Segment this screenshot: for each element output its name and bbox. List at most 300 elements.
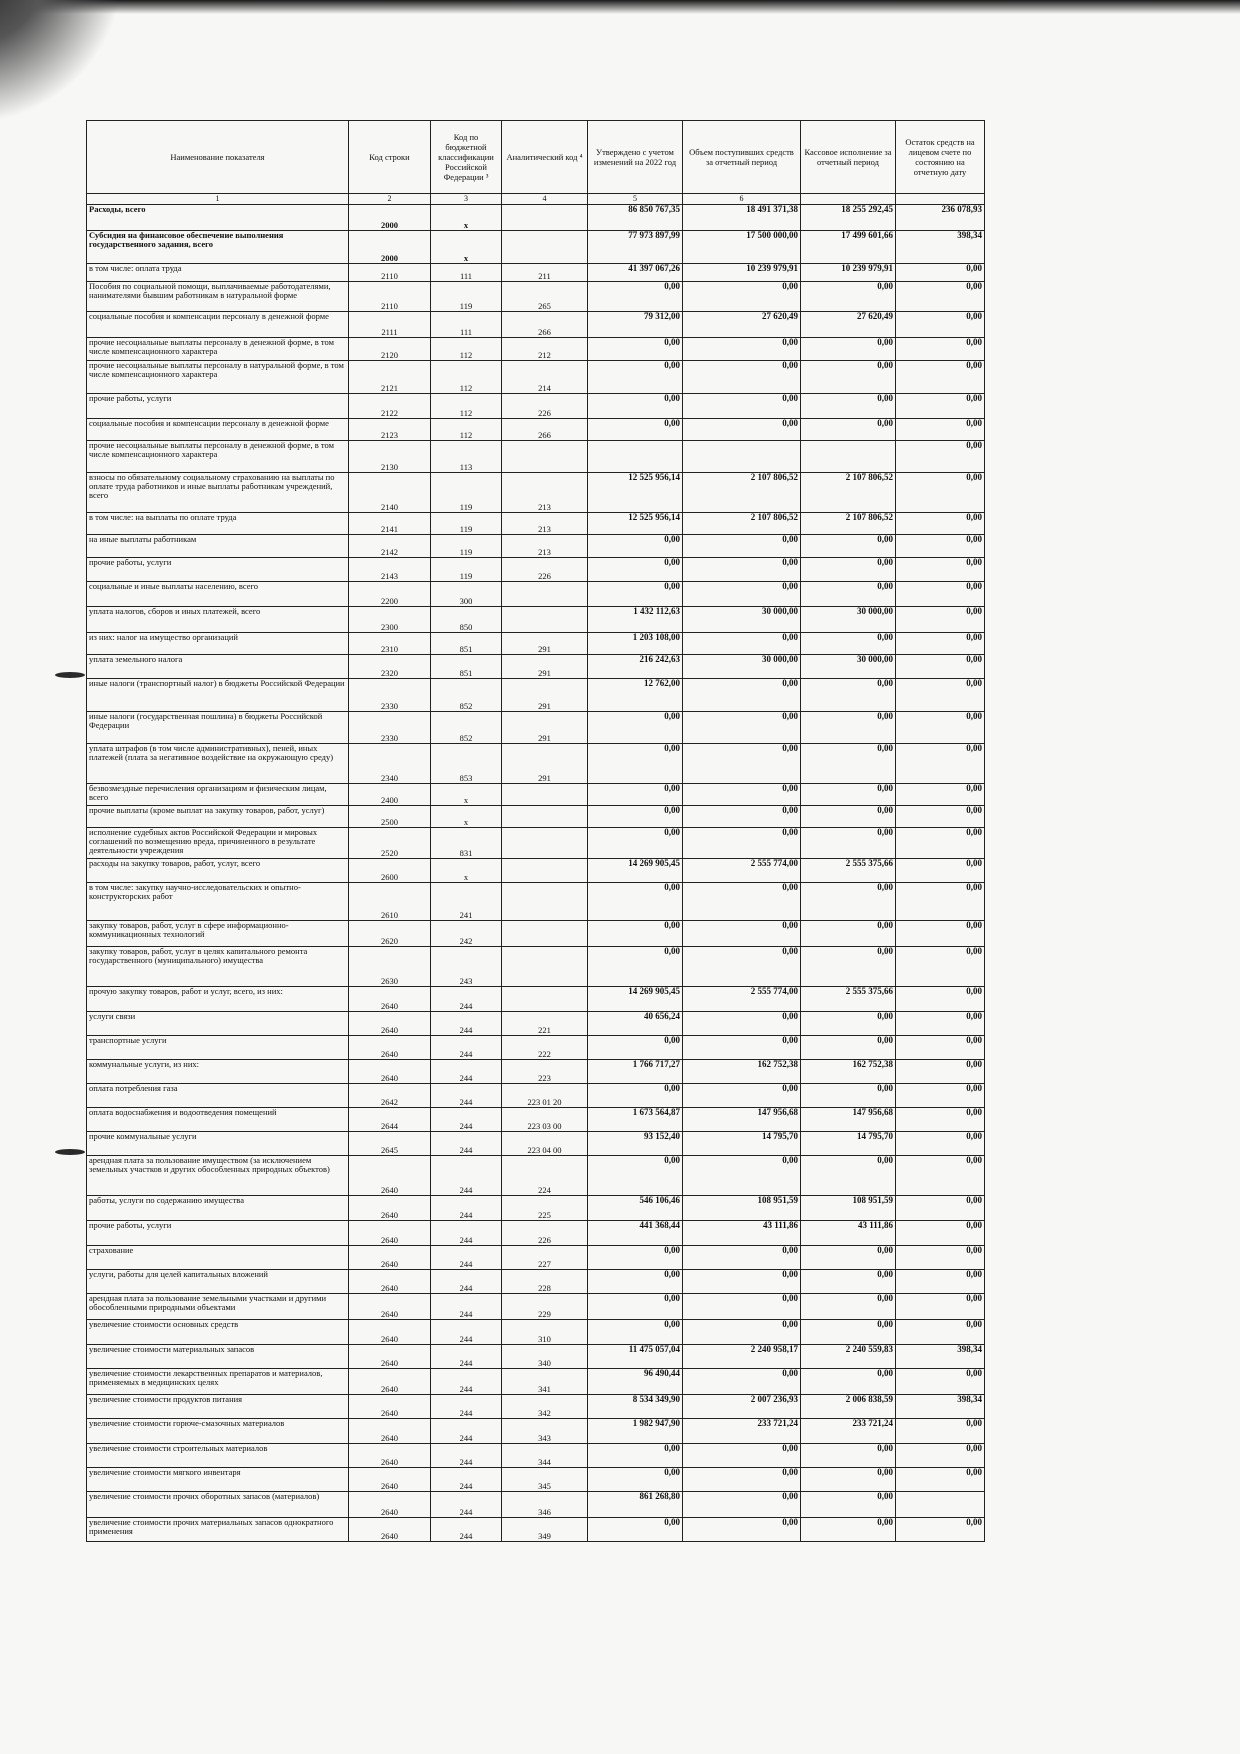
cash-execution-value-cell: 18 255 292,45: [801, 205, 896, 231]
analytic-code-cell: 341: [502, 1369, 588, 1395]
header-cash-execution: Кассовое исполнение за отчетный период: [801, 121, 896, 194]
cash-execution-value-cell: 30 000,00: [801, 655, 896, 679]
received-value-cell: 0,00: [683, 1369, 801, 1395]
analytic-code-cell: 223 01 20: [502, 1084, 588, 1108]
cash-execution-value-cell: 0,00: [801, 1294, 896, 1320]
table-row: [87, 394, 985, 419]
balance-value-cell: 0,00: [896, 1270, 985, 1294]
received-value-cell: 0,00: [683, 784, 801, 806]
received-value-cell: 0,00: [683, 1084, 801, 1108]
received-value-cell: [683, 441, 801, 473]
budget-code-cell: 244: [431, 1132, 502, 1156]
indicator-name-cell: безвозмездные перечисления организациям и физическим лицам, всего: [87, 784, 349, 806]
budget-code-cell: 831: [431, 828, 502, 859]
balance-value-cell: 0,00: [896, 883, 985, 921]
balance-value-cell: 0,00: [896, 1294, 985, 1320]
budget-code-cell: 244: [431, 1084, 502, 1108]
cash-execution-value-cell: 2 107 806,52: [801, 513, 896, 535]
line-code-cell: 2645: [349, 1132, 431, 1156]
line-code-cell: 2640: [349, 1294, 431, 1320]
budget-code-cell: 244: [431, 1345, 502, 1369]
budget-code-cell: 244: [431, 1060, 502, 1084]
cash-execution-value-cell: 27 620,49: [801, 312, 896, 338]
approved-value-cell: 0,00: [588, 1246, 683, 1270]
received-value-cell: 2 107 806,52: [683, 473, 801, 513]
balance-value-cell: 0,00: [896, 1419, 985, 1444]
budget-code-cell: 852: [431, 712, 502, 744]
approved-value-cell: 0,00: [588, 582, 683, 607]
approved-value-cell: 0,00: [588, 1270, 683, 1294]
cash-execution-value-cell: 2 555 375,66: [801, 859, 896, 883]
analytic-code-cell: 213: [502, 535, 588, 558]
cash-execution-value-cell: 0,00: [801, 1492, 896, 1518]
header-budget-code: Код по бюджетной классификации Российской Федерации ³: [431, 121, 502, 194]
table-row: [87, 282, 985, 312]
indicator-name-cell: услуги, работы для целей капитальных вложений: [87, 1270, 349, 1294]
approved-value-cell: 0,00: [588, 558, 683, 582]
table-row: [87, 744, 985, 784]
balance-value-cell: 0,00: [896, 312, 985, 338]
approved-value-cell: 216 242,63: [588, 655, 683, 679]
table-body: [87, 205, 985, 1542]
table-row: [87, 1084, 985, 1108]
line-code-cell: 2142: [349, 535, 431, 558]
cash-execution-value-cell: 0,00: [801, 806, 896, 828]
line-code-cell: 2630: [349, 947, 431, 987]
received-value-cell: 108 951,59: [683, 1196, 801, 1221]
table-row: [87, 607, 985, 633]
balance-value-cell: 0,00: [896, 712, 985, 744]
line-code-cell: 2500: [349, 806, 431, 828]
received-value-cell: 14 795,70: [683, 1132, 801, 1156]
received-value-cell: 2 555 774,00: [683, 987, 801, 1012]
received-value-cell: 10 239 979,91: [683, 264, 801, 282]
indicator-name-cell: прочие выплаты (кроме выплат на закупку товаров, работ, услуг): [87, 806, 349, 828]
cash-execution-value-cell: 10 239 979,91: [801, 264, 896, 282]
received-value-cell: 0,00: [683, 394, 801, 419]
budget-code-cell: 244: [431, 1294, 502, 1320]
analytic-code-cell: 223 03 00: [502, 1108, 588, 1132]
received-value-cell: 0,00: [683, 1468, 801, 1492]
analytic-code-cell: [502, 806, 588, 828]
balance-value-cell: 0,00: [896, 558, 985, 582]
line-code-cell: 2640: [349, 1468, 431, 1492]
analytic-code-cell: 228: [502, 1270, 588, 1294]
column-number: 5: [588, 194, 683, 205]
line-code-cell: 2600: [349, 859, 431, 883]
received-value-cell: 2 107 806,52: [683, 513, 801, 535]
budget-code-cell: 300: [431, 582, 502, 607]
indicator-name-cell: закупку товаров, работ, услуг в целях капитального ремонта государственного (муниципального) имущества: [87, 947, 349, 987]
indicator-name-cell: иные налоги (транспортный налог) в бюджеты Российской Федерации: [87, 679, 349, 712]
header-line-code: Код строки: [349, 121, 431, 194]
received-value-cell: 0,00: [683, 1320, 801, 1345]
balance-value-cell: 0,00: [896, 987, 985, 1012]
balance-value-cell: 398,34: [896, 1395, 985, 1419]
table-row: [87, 947, 985, 987]
expenses-table: [86, 120, 985, 1542]
received-value-cell: 27 620,49: [683, 312, 801, 338]
table-row: [87, 441, 985, 473]
cash-execution-value-cell: 0,00: [801, 1270, 896, 1294]
budget-code-cell: 112: [431, 338, 502, 361]
table-row: [87, 1060, 985, 1084]
budget-code-cell: x: [431, 205, 502, 231]
table-row: [87, 361, 985, 394]
indicator-name-cell: прочие работы, услуги: [87, 1221, 349, 1246]
balance-value-cell: 0,00: [896, 513, 985, 535]
budget-code-cell: 244: [431, 1156, 502, 1196]
balance-value-cell: 0,00: [896, 1320, 985, 1345]
balance-value-cell: 0,00: [896, 828, 985, 859]
cash-execution-value-cell: 0,00: [801, 1468, 896, 1492]
approved-value-cell: 0,00: [588, 744, 683, 784]
indicator-name-cell: на иные выплаты работникам: [87, 535, 349, 558]
line-code-cell: 2640: [349, 1492, 431, 1518]
indicator-name-cell: исполнение судебных актов Российской Федерации и мировых соглашений по возмещению вреда, причиненного в результате деятельности учреждения: [87, 828, 349, 859]
approved-value-cell: 1 432 112,63: [588, 607, 683, 633]
analytic-code-cell: [502, 987, 588, 1012]
indicator-name-cell: в том числе: оплата труда: [87, 264, 349, 282]
approved-value-cell: 0,00: [588, 1294, 683, 1320]
indicator-name-cell: увеличение стоимости продуктов питания: [87, 1395, 349, 1419]
table-row: [87, 1196, 985, 1221]
balance-value-cell: 0,00: [896, 947, 985, 987]
approved-value-cell: 441 368,44: [588, 1221, 683, 1246]
received-value-cell: 2 007 236,93: [683, 1395, 801, 1419]
received-value-cell: 2 240 958,17: [683, 1345, 801, 1369]
received-value-cell: 162 752,38: [683, 1060, 801, 1084]
approved-value-cell: 0,00: [588, 338, 683, 361]
analytic-code-cell: 266: [502, 419, 588, 441]
balance-value-cell: 0,00: [896, 361, 985, 394]
header-indicator-name: Наименование показателя: [87, 121, 349, 194]
table-row: [87, 1492, 985, 1518]
budget-code-cell: 119: [431, 558, 502, 582]
table-row: [87, 987, 985, 1012]
indicator-name-cell: прочие несоциальные выплаты персоналу в денежной форме, в том числе компенсационного характера: [87, 441, 349, 473]
approved-value-cell: 0,00: [588, 535, 683, 558]
received-value-cell: 233 721,24: [683, 1419, 801, 1444]
budget-code-cell: 851: [431, 633, 502, 655]
balance-value-cell: 0,00: [896, 394, 985, 419]
balance-value-cell: 0,00: [896, 441, 985, 473]
budget-code-cell: 241: [431, 883, 502, 921]
analytic-code-cell: [502, 883, 588, 921]
budget-code-cell: 244: [431, 1012, 502, 1036]
budget-code-cell: x: [431, 784, 502, 806]
approved-value-cell: 93 152,40: [588, 1132, 683, 1156]
indicator-name-cell: прочие работы, услуги: [87, 394, 349, 419]
table-row: [87, 338, 985, 361]
line-code-cell: 2120: [349, 338, 431, 361]
approved-value-cell: 12 762,00: [588, 679, 683, 712]
budget-code-cell: 852: [431, 679, 502, 712]
line-code-cell: 2640: [349, 1419, 431, 1444]
indicator-name-cell: транспортные услуги: [87, 1036, 349, 1060]
indicator-name-cell: взносы по обязательному социальному страхованию на выплаты по оплате труда работников и иные выплаты работникам учреждений, всего: [87, 473, 349, 513]
balance-value-cell: 0,00: [896, 1444, 985, 1468]
table-row: [87, 1419, 985, 1444]
cash-execution-value-cell: 43 111,86: [801, 1221, 896, 1246]
received-value-cell: 0,00: [683, 947, 801, 987]
table-row: [87, 1320, 985, 1345]
balance-value-cell: 0,00: [896, 264, 985, 282]
table-row: [87, 1444, 985, 1468]
line-code-cell: 2642: [349, 1084, 431, 1108]
cash-execution-value-cell: 147 956,68: [801, 1108, 896, 1132]
budget-code-cell: 244: [431, 1108, 502, 1132]
table-row: [87, 582, 985, 607]
line-code-cell: 2111: [349, 312, 431, 338]
analytic-code-cell: [502, 947, 588, 987]
column-number: 6: [683, 194, 801, 205]
analytic-code-cell: 223: [502, 1060, 588, 1084]
table-row: [87, 784, 985, 806]
balance-value-cell: 0,00: [896, 1012, 985, 1036]
line-code-cell: 2330: [349, 712, 431, 744]
budget-code-cell: 853: [431, 744, 502, 784]
balance-value-cell: 0,00: [896, 1060, 985, 1084]
cash-execution-value-cell: 0,00: [801, 744, 896, 784]
indicator-name-cell: прочие несоциальные выплаты персоналу в денежной форме, в том числе компенсационного характера: [87, 338, 349, 361]
budget-code-cell: 119: [431, 473, 502, 513]
table-header-row: [87, 121, 985, 194]
indicator-name-cell: увеличение стоимости прочих материальных запасов однократного применения: [87, 1518, 349, 1542]
analytic-code-cell: 266: [502, 312, 588, 338]
table-row: [87, 558, 985, 582]
table-row: [87, 828, 985, 859]
line-code-cell: 2640: [349, 1221, 431, 1246]
line-code-cell: 2121: [349, 361, 431, 394]
cash-execution-value-cell: 2 240 559,83: [801, 1345, 896, 1369]
received-value-cell: 0,00: [683, 1246, 801, 1270]
cash-execution-value-cell: 14 795,70: [801, 1132, 896, 1156]
analytic-code-cell: 224: [502, 1156, 588, 1196]
line-code-cell: 2640: [349, 1345, 431, 1369]
budget-code-cell: 244: [431, 1395, 502, 1419]
indicator-name-cell: работы, услуги по содержанию имущества: [87, 1196, 349, 1221]
header-analytic-code: Аналитический код ⁴: [502, 121, 588, 194]
balance-value-cell: 0,00: [896, 1221, 985, 1246]
analytic-code-cell: 221: [502, 1012, 588, 1036]
indicator-name-cell: арендная плата за пользование земельными участками и другими обособленными природными объектами: [87, 1294, 349, 1320]
balance-value-cell: 0,00: [896, 582, 985, 607]
budget-code-cell: 244: [431, 1492, 502, 1518]
received-value-cell: 30 000,00: [683, 607, 801, 633]
table-row: [87, 1369, 985, 1395]
received-value-cell: 0,00: [683, 1518, 801, 1542]
indicator-name-cell: в том числе: на выплаты по оплате труда: [87, 513, 349, 535]
indicator-name-cell: прочие несоциальные выплаты персоналу в натуральной форме, в том числе компенсационного характера: [87, 361, 349, 394]
line-code-cell: 2310: [349, 633, 431, 655]
received-value-cell: 0,00: [683, 535, 801, 558]
received-value-cell: 0,00: [683, 361, 801, 394]
indicator-name-cell: Пособия по социальной помощи, выплачиваемые работодателями, нанимателями бывшим работникам в натуральной форме: [87, 282, 349, 312]
balance-value-cell: 0,00: [896, 419, 985, 441]
analytic-code-cell: 346: [502, 1492, 588, 1518]
table-row: [87, 1221, 985, 1246]
indicator-name-cell: увеличение стоимости прочих оборотных запасов (материалов): [87, 1492, 349, 1518]
table-row: [87, 921, 985, 947]
line-code-cell: 2200: [349, 582, 431, 607]
received-value-cell: 30 000,00: [683, 655, 801, 679]
balance-value-cell: 0,00: [896, 806, 985, 828]
indicator-name-cell: прочую закупку товаров, работ и услуг, всего, из них:: [87, 987, 349, 1012]
approved-value-cell: 79 312,00: [588, 312, 683, 338]
budget-code-cell: 244: [431, 1196, 502, 1221]
indicator-name-cell: социальные и иные выплаты населению, всего: [87, 582, 349, 607]
report-sheet: [86, 120, 984, 1542]
indicator-name-cell: увеличение стоимости основных средств: [87, 1320, 349, 1345]
line-code-cell: 2300: [349, 607, 431, 633]
cash-execution-value-cell: 0,00: [801, 1320, 896, 1345]
balance-value-cell: 0,00: [896, 338, 985, 361]
table-row: [87, 1294, 985, 1320]
budget-code-cell: 111: [431, 312, 502, 338]
analytic-code-cell: 214: [502, 361, 588, 394]
analytic-code-cell: [502, 784, 588, 806]
punch-hole-mark: [55, 672, 85, 678]
balance-value-cell: 0,00: [896, 679, 985, 712]
indicator-name-cell: закупку товаров, работ, услуг в сфере информационно-коммуникационных технологий: [87, 921, 349, 947]
table-row: [87, 1395, 985, 1419]
table-row: [87, 859, 985, 883]
balance-value-cell: 0,00: [896, 859, 985, 883]
column-number: [801, 194, 896, 205]
analytic-code-cell: 291: [502, 655, 588, 679]
cash-execution-value-cell: 0,00: [801, 1444, 896, 1468]
balance-value-cell: 0,00: [896, 744, 985, 784]
line-code-cell: 2640: [349, 987, 431, 1012]
analytic-code-cell: 343: [502, 1419, 588, 1444]
analytic-code-cell: 291: [502, 633, 588, 655]
indicator-name-cell: социальные пособия и компенсации персоналу в денежной форме: [87, 312, 349, 338]
cash-execution-value-cell: 0,00: [801, 361, 896, 394]
header-received: Объем поступивших средств за отчетный период: [683, 121, 801, 194]
line-code-cell: 2130: [349, 441, 431, 473]
analytic-code-cell: 226: [502, 558, 588, 582]
budget-code-cell: 244: [431, 1468, 502, 1492]
cash-execution-value-cell: 0,00: [801, 921, 896, 947]
analytic-code-cell: [502, 859, 588, 883]
line-code-cell: 2640: [349, 1196, 431, 1221]
cash-execution-value-cell: 0,00: [801, 282, 896, 312]
budget-code-cell: 119: [431, 535, 502, 558]
balance-value-cell: 398,34: [896, 231, 985, 264]
table-row: [87, 1345, 985, 1369]
table-row: [87, 312, 985, 338]
line-code-cell: 2640: [349, 1369, 431, 1395]
received-value-cell: 0,00: [683, 1036, 801, 1060]
line-code-cell: 2141: [349, 513, 431, 535]
line-code-cell: 2640: [349, 1012, 431, 1036]
indicator-name-cell: в том числе: закупку научно-исследовательских и опытно-конструкторских работ: [87, 883, 349, 921]
cash-execution-value-cell: 0,00: [801, 784, 896, 806]
analytic-code-cell: 213: [502, 473, 588, 513]
punch-hole-mark: [55, 1149, 85, 1155]
approved-value-cell: 0,00: [588, 828, 683, 859]
table-row: [87, 633, 985, 655]
analytic-code-cell: 291: [502, 679, 588, 712]
analytic-code-cell: 340: [502, 1345, 588, 1369]
indicator-name-cell: уплата налогов, сборов и иных платежей, всего: [87, 607, 349, 633]
cash-execution-value-cell: 0,00: [801, 1012, 896, 1036]
budget-code-cell: 113: [431, 441, 502, 473]
line-code-cell: 2640: [349, 1060, 431, 1084]
analytic-code-cell: 227: [502, 1246, 588, 1270]
scan-shadow-corner: [0, 0, 120, 120]
budget-code-cell: 244: [431, 1270, 502, 1294]
balance-value-cell: 0,00: [896, 535, 985, 558]
indicator-name-cell: прочие работы, услуги: [87, 558, 349, 582]
budget-code-cell: 244: [431, 1221, 502, 1246]
table-row: [87, 513, 985, 535]
indicator-name-cell: увеличение стоимости лекарственных препаратов и материалов, применяемых в медицинских целях: [87, 1369, 349, 1395]
balance-value-cell: 0,00: [896, 1036, 985, 1060]
cash-execution-value-cell: 17 499 601,66: [801, 231, 896, 264]
received-value-cell: 147 956,68: [683, 1108, 801, 1132]
line-code-cell: 2122: [349, 394, 431, 419]
table-row: [87, 535, 985, 558]
line-code-cell: 2640: [349, 1444, 431, 1468]
table-row: [87, 264, 985, 282]
approved-value-cell: 0,00: [588, 1084, 683, 1108]
column-number-row: [87, 194, 985, 205]
indicator-name-cell: увеличение стоимости строительных материалов: [87, 1444, 349, 1468]
budget-code-cell: 112: [431, 394, 502, 419]
approved-value-cell: 0,00: [588, 1036, 683, 1060]
table-row: [87, 1156, 985, 1196]
cash-execution-value-cell: 2 006 838,59: [801, 1395, 896, 1419]
balance-value-cell: 0,00: [896, 633, 985, 655]
approved-value-cell: 1 203 108,00: [588, 633, 683, 655]
approved-value-cell: 1 766 717,27: [588, 1060, 683, 1084]
received-value-cell: 0,00: [683, 282, 801, 312]
balance-value-cell: 0,00: [896, 1108, 985, 1132]
indicator-name-cell: увеличение стоимости материальных запасов: [87, 1345, 349, 1369]
analytic-code-cell: 211: [502, 264, 588, 282]
line-code-cell: 2640: [349, 1320, 431, 1345]
line-code-cell: 2000: [349, 231, 431, 264]
approved-value-cell: 1 982 947,90: [588, 1419, 683, 1444]
cash-execution-value-cell: 0,00: [801, 582, 896, 607]
line-code-cell: 2400: [349, 784, 431, 806]
analytic-code-cell: 213: [502, 513, 588, 535]
balance-value-cell: 0,00: [896, 784, 985, 806]
budget-code-cell: 244: [431, 1444, 502, 1468]
received-value-cell: 0,00: [683, 633, 801, 655]
budget-code-cell: 244: [431, 1518, 502, 1542]
approved-value-cell: 0,00: [588, 806, 683, 828]
analytic-code-cell: 291: [502, 712, 588, 744]
budget-code-cell: x: [431, 859, 502, 883]
approved-value-cell: 96 490,44: [588, 1369, 683, 1395]
line-code-cell: 2143: [349, 558, 431, 582]
analytic-code-cell: 344: [502, 1444, 588, 1468]
cash-execution-value-cell: 0,00: [801, 1084, 896, 1108]
budget-code-cell: 119: [431, 513, 502, 535]
approved-value-cell: 0,00: [588, 394, 683, 419]
analytic-code-cell: 265: [502, 282, 588, 312]
analytic-code-cell: 345: [502, 1468, 588, 1492]
balance-value-cell: 0,00: [896, 1132, 985, 1156]
table-row: [87, 1036, 985, 1060]
table-row: [87, 205, 985, 231]
cash-execution-value-cell: 30 000,00: [801, 607, 896, 633]
column-number: 3: [431, 194, 502, 205]
table-row: [87, 1518, 985, 1542]
